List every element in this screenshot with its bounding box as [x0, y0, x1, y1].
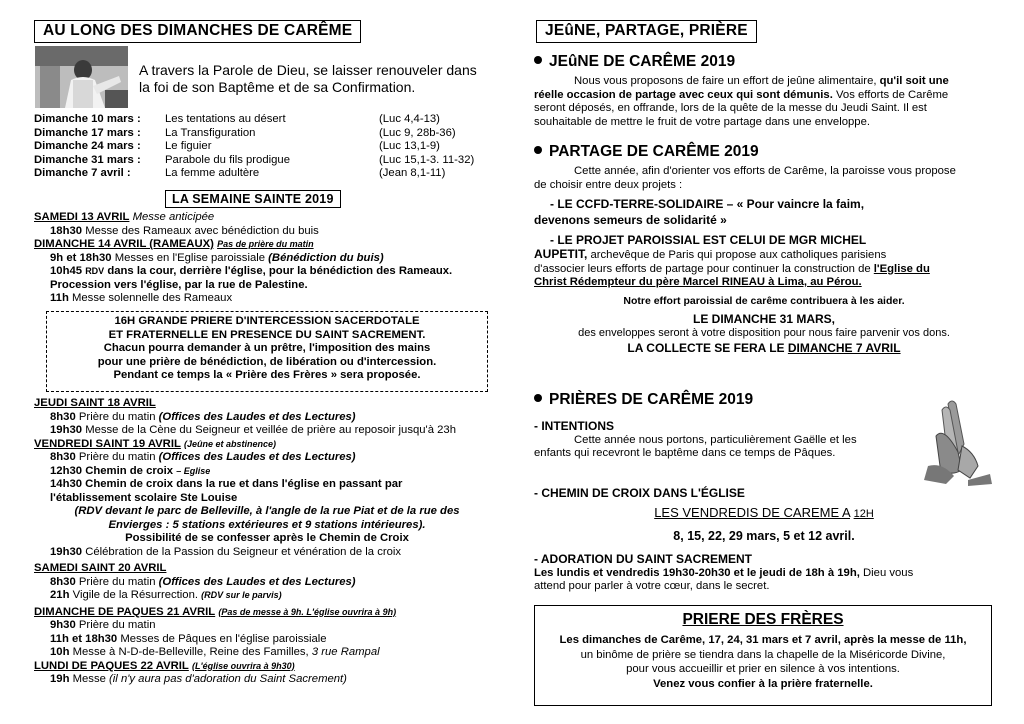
jeune-text: [534, 75, 994, 129]
sunday-date: Dimanche 31 mars :: [34, 153, 141, 166]
bullet-icon: [534, 146, 542, 154]
sam20-line-2: 21h Vigile de la Résurrection. (RDV sur le parvis): [50, 589, 282, 601]
sunday-ref: (Jean 8,1-11): [379, 167, 446, 179]
sunday-date: Dimanche 24 mars :: [34, 140, 141, 152]
adoration-section: [534, 553, 994, 594]
jeune-line-2: réelle occasion de partage avec ceux qui sont démunis. Vos efforts de Carême: [534, 88, 949, 101]
partage-line-1: Cette année, afin d'orienter vos efforts de Carême, la paroisse vous propose: [574, 165, 956, 177]
intro-line-1: A travers la Parole de Dieu, se laisser renouveler dans: [139, 62, 477, 78]
intro-text: [139, 62, 477, 96]
lun22-header: LUNDI DE PAQUES 22 AVRIL (L'église ouvrira à 9h30): [34, 659, 295, 672]
jeu18-line-2: 19h30 Messe de la Cène du Seigneur et veillée de prière au reposoir jusqu'à 23h: [50, 424, 456, 436]
partage-text: [534, 165, 994, 356]
dim14-header: DIMANCHE 14 AVRIL (RAMEAUX) Pas de prière du matin: [34, 238, 314, 250]
intercession-line-1: 16H GRANDE PRIERE D'INTERCESSION SACERDOTALE: [114, 315, 420, 327]
chemin-heading: - CHEMIN DE CROIX DANS L'ÉGLISE: [534, 486, 745, 500]
dim21-header: DIMANCHE DE PAQUES 21 AVRIL (Pas de messe à 9h. L'église ouvrira à 9h): [34, 605, 397, 618]
sunday-theme: Le figuier: [165, 140, 212, 152]
adoration-heading: - ADORATION DU SAINT SACREMENT: [534, 552, 752, 566]
project-2-line-2: AUPETIT, archevêque de Paris qui propose aux catholiques parisiens: [534, 247, 887, 261]
dim14-line-1: 9h et 18h30 Messes en l'Eglise paroissiale (Bénédiction du buis): [50, 251, 384, 264]
partage-line-2: de choisir entre deux projets :: [534, 178, 683, 191]
ven19-line-1: 8h30 Prière du matin (Offices des Laudes et des Lectures): [50, 451, 356, 463]
priest-photo-image: [35, 46, 128, 108]
ven19-line-3b: l'établissement scolaire Ste Louise: [50, 491, 238, 504]
dim21-line-3: 10h Messe à N-D-de-Belleville, Reine des Familles, 3 rue Rampal: [50, 646, 380, 658]
sam13-line: 18h30 Messe des Rameaux avec bénédiction du buis: [50, 224, 319, 237]
semaine-sainte-title: LA SEMAINE SAINTE 2019: [165, 190, 341, 208]
sunday-theme: La Transfiguration: [165, 126, 256, 139]
intro-line-2: la foi de son Baptême et de sa Confirmation.: [139, 79, 416, 95]
intercession-line-2: ET FRATERNELLE EN PRESENCE DU SAINT SACREMENT.: [108, 328, 426, 341]
ven19-line-5: Possibilité de se confesser après le Chemin de Croix: [125, 532, 409, 544]
envelopes-line: des enveloppes seront à votre disposition pour nous faire parvenir vos dons.: [578, 326, 950, 339]
sam20-line-1: 8h30 Prière du matin (Offices des Laudes et des Lectures): [50, 575, 356, 588]
intentions-section: [534, 420, 914, 461]
freres-line-4: Venez vous confier à la prière fraternelle.: [653, 677, 873, 690]
left-title: AU LONG DES DIMANCHES DE CARÊME: [34, 20, 361, 43]
intentions-heading: - INTENTIONS: [534, 419, 614, 433]
freres-line-3: pour vous accueillir et prier en silence à vos intentions.: [626, 663, 900, 675]
partage-heading: PARTAGE DE CARÊME 2019: [534, 143, 759, 161]
project-2-line-4: Christ Rédempteur du père Marcel RINEAU à Lima, au Pérou.: [534, 276, 862, 288]
intentions-line-1: Cette année nous portons, particulièrement Gaëlle et les: [574, 433, 857, 446]
jeune-line-3: seront déposés, en offrande, lors de la quête de la messe du Jeudi Saint. Il est: [534, 102, 927, 114]
ven19-header: VENDREDI SAINT 19 AVRIL (Jeûne et abstinence): [34, 437, 277, 450]
ven19-line-4b: Envierges : 5 stations extérieures et 9 stations intérieures).: [108, 518, 426, 531]
ven19-line-2: 12h30 Chemin de croix – Eglise: [50, 464, 211, 477]
holy-week-schedule: [34, 211, 500, 306]
sunday-theme: Parabole du fils prodigue: [165, 153, 290, 166]
freres-title: PRIERE DES FRÈRES: [682, 611, 844, 628]
sunday-ref: (Luc 13,1-9): [379, 140, 440, 152]
sam13-header: SAMEDI 13 AVRIL Messe anticipée: [34, 211, 215, 223]
intercession-line-5: Pendant ce temps la « Prière des Frères » sera proposée.: [113, 369, 421, 381]
jeu18-header: JEUDI SAINT 18 AVRIL: [34, 397, 156, 409]
intercession-line-4: pour une prière de bénédiction, de libération ou d'intercession.: [97, 355, 437, 368]
intercession-line-3: Chacun pourra demander à un prêtre, l'imposition des mains: [103, 342, 431, 354]
project-2-line-3: d'associer leurs efforts de partage pour continuer la construction de l'Eglise du: [534, 262, 930, 275]
freres-box: [534, 605, 992, 706]
sunday-theme: Les tentations au désert: [165, 113, 286, 125]
adoration-line-1: Les lundis et vendredis 19h30-20h30 et le jeudi de 18h à 19h, Dieu vous: [534, 566, 914, 579]
dim31-line: LE DIMANCHE 31 MARS,: [692, 312, 835, 326]
adoration-line-2: attend pour parler à votre cœur, dans le secret.: [534, 580, 770, 592]
lun22-line-1: 19h Messe (il n'y aura pas d'adoration du Saint Sacrement): [50, 673, 347, 685]
chemin-section: [534, 487, 994, 544]
ven19-line-6: 19h30 Célébration de la Passion du Seigneur et vénération de la croix: [50, 545, 402, 558]
chemin-line-1: LES VENDREDIS DE CAREME A 12H: [654, 504, 874, 520]
dim14-line-4: 11h Messe solennelle des Rameaux: [50, 292, 233, 304]
sunday-ref: (Luc 15,1-3. 11-32): [379, 153, 475, 166]
dim21-line-2: 11h et 18h30 Messes de Pâques en l'église paroissiale: [50, 632, 327, 645]
sunday-date: Dimanche 10 mars :: [34, 113, 141, 125]
jeu18-line-1: 8h30 Prière du matin (Offices des Laudes et des Lectures): [50, 410, 356, 423]
dim21-line-1: 9h30 Prière du matin: [50, 619, 156, 631]
sunday-ref: (Luc 4,4-13): [379, 113, 440, 125]
holy-week-schedule-2: [34, 397, 500, 687]
project-1-line-2: devenons semeurs de solidarité »: [534, 213, 727, 227]
freres-line-1: Les dimanches de Carême, 17, 24, 31 mars et 7 avril, après la messe de 11h,: [559, 634, 967, 646]
project-1-line-1: - LE CCFD-TERRE-SOLIDAIRE – « Pour vaincre la faim,: [550, 197, 865, 211]
bullet-icon: [534, 56, 542, 64]
intentions-line-2: enfants qui recevront le baptême dans ce temps de Pâques.: [534, 447, 836, 459]
sunday-date: Dimanche 17 mars :: [34, 126, 141, 139]
prieres-heading: PRIÈRES DE CARÊME 2019: [534, 391, 753, 409]
praying-hands-image: [918, 396, 994, 486]
intercession-box: [46, 311, 488, 392]
dim14-line-2: 10h45 RDV dans la cour, derrière l'église, pour la bénédiction des Rameaux.: [50, 265, 453, 277]
dim14-line-3: Procession vers l'église, par la rue de Palestine.: [50, 278, 308, 291]
jeune-heading: JEûNE DE CARÊME 2019: [534, 53, 735, 71]
ven19-line-3: 14h30 Chemin de croix dans la rue et dans l'église en passant par: [50, 478, 403, 490]
chemin-line-2: 8, 15, 22, 29 mars, 5 et 12 avril.: [673, 528, 855, 543]
sunday-date: Dimanche 7 avril :: [34, 167, 131, 179]
sam20-header: SAMEDI SAINT 20 AVRIL: [34, 562, 167, 574]
sunday-theme: La femme adultère: [165, 167, 260, 179]
project-2-line-1: - LE PROJET PAROISSIAL EST CELUI DE MGR MICHEL: [550, 233, 867, 247]
collecte-line: LA COLLECTE SE FERA LE DIMANCHE 7 AVRIL: [627, 341, 901, 355]
jeune-line-1: Nous vous proposons de faire un effort de jeûne alimentaire, qu'il soit une: [574, 75, 949, 87]
ven19-line-4a: (RDV devant le parc de Belleville, à l'angle de la rue Piat et de la rue des: [74, 505, 460, 517]
bullet-icon: [534, 394, 542, 402]
freres-line-2: un binôme de prière se tiendra dans la chapelle de la Miséricorde Divine,: [580, 648, 946, 661]
right-title: JEûNE, PARTAGE, PRIÈRE: [536, 20, 757, 43]
sunday-ref: (Luc 9, 28b-36): [379, 126, 456, 139]
jeune-line-4: souhaitable de mettre le fruit de votre partage dans une enveloppe.: [534, 115, 870, 128]
effort-line: Notre effort paroissial de carême contribuera à les aider.: [623, 294, 905, 307]
